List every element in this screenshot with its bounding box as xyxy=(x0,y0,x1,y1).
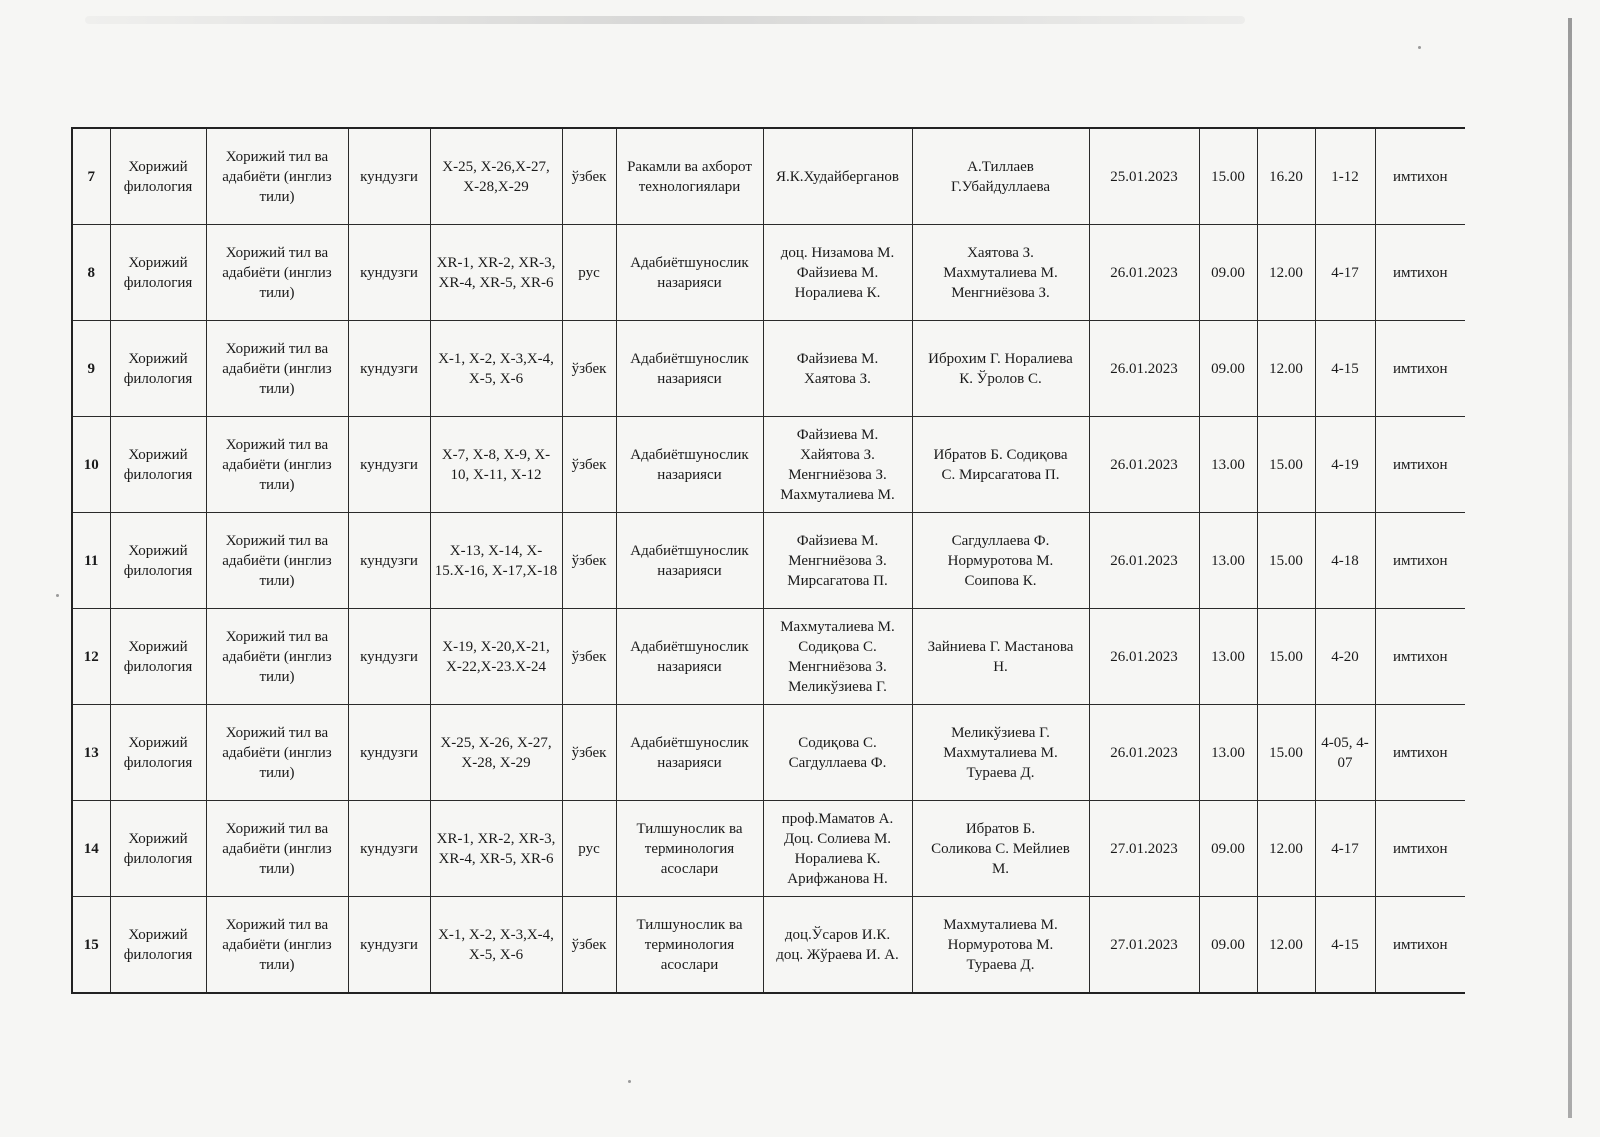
language-cell: ўзбек xyxy=(562,321,616,417)
end-time-cell: 15.00 xyxy=(1257,513,1315,609)
start-time-cell: 15.00 xyxy=(1199,128,1257,225)
start-time-cell: 13.00 xyxy=(1199,417,1257,513)
cell-line: проф.Маматов А. xyxy=(781,810,894,827)
exam-date-cell: 26.01.2023 xyxy=(1089,321,1199,417)
specialty-cell: Хорижий тил ва адабиёти (инглиз тили) xyxy=(206,897,348,994)
faculty-cell: Хорижий филология xyxy=(110,513,206,609)
faculty-cell: Хорижий филология xyxy=(110,128,206,225)
examiners-cell xyxy=(763,609,912,705)
faculty-cell: Хорижий филология xyxy=(110,225,206,321)
table-row xyxy=(72,609,1465,705)
scan-artifact-top xyxy=(85,16,1245,24)
exam-date-cell: 27.01.2023 xyxy=(1089,801,1199,897)
cell-line: Сагдуллаева Ф. xyxy=(788,754,887,771)
subject-cell: Адабиётшунослик назарияси xyxy=(616,417,763,513)
cell-line: Нормуротова М. xyxy=(947,936,1054,953)
scan-speck xyxy=(56,594,59,597)
start-time-cell: 09.00 xyxy=(1199,801,1257,897)
end-time-cell: 12.00 xyxy=(1257,321,1315,417)
room-cell: 4-05, 4-07 xyxy=(1315,705,1375,801)
exam-type-cell: имтихон xyxy=(1375,513,1465,609)
language-cell: ўзбек xyxy=(562,705,616,801)
room-cell: 4-19 xyxy=(1315,417,1375,513)
faculty-cell: Хорижий филология xyxy=(110,705,206,801)
language-cell: ўзбек xyxy=(562,897,616,994)
cell-line: Ибратов Б. Содиқова xyxy=(933,446,1068,463)
end-time-cell: 12.00 xyxy=(1257,225,1315,321)
assistants-cell xyxy=(912,513,1089,609)
room-cell: 4-15 xyxy=(1315,321,1375,417)
specialty-cell: Хорижий тил ва адабиёти (инглиз тили) xyxy=(206,128,348,225)
examiners-cell xyxy=(763,321,912,417)
cell-line: Тураева Д. xyxy=(966,956,1035,973)
end-time-cell: 15.00 xyxy=(1257,417,1315,513)
study-form-cell: кундузги xyxy=(348,417,430,513)
exam-type-cell: имтихон xyxy=(1375,705,1465,801)
table-row xyxy=(72,321,1465,417)
cell-line: Махмуталиева М. xyxy=(943,264,1058,281)
cell-line: Меликўзиева Г. xyxy=(951,724,1050,741)
row-number-cell: 7 xyxy=(72,128,110,225)
assistants-cell xyxy=(912,801,1089,897)
groups-cell: X-1, X-2, X-3,X-4, X-5, X-6 xyxy=(430,321,562,417)
faculty-cell: Хорижий филология xyxy=(110,801,206,897)
subject-cell: Адабиётшунослик назарияси xyxy=(616,705,763,801)
row-number-cell: 15 xyxy=(72,897,110,994)
study-form-cell: кундузги xyxy=(348,128,430,225)
subject-cell: Тилшунослик ва терминология асослари xyxy=(616,801,763,897)
study-form-cell: кундузги xyxy=(348,801,430,897)
start-time-cell: 13.00 xyxy=(1199,609,1257,705)
exam-type-cell: имтихон xyxy=(1375,128,1465,225)
language-cell: ўзбек xyxy=(562,128,616,225)
cell-line: Махмуталиева М. xyxy=(780,486,895,503)
specialty-cell: Хорижий тил ва адабиёти (инглиз тили) xyxy=(206,321,348,417)
groups-cell: X-19, X-20,X-21, X-22,X-23.X-24 xyxy=(430,609,562,705)
specialty-cell: Хорижий тил ва адабиёти (инглиз тили) xyxy=(206,801,348,897)
exam-type-cell: имтихон xyxy=(1375,417,1465,513)
subject-cell: Ракамли ва ахборот технологиялари xyxy=(616,128,763,225)
exam-date-cell: 26.01.2023 xyxy=(1089,417,1199,513)
study-form-cell: кундузги xyxy=(348,609,430,705)
language-cell: рус xyxy=(562,801,616,897)
start-time-cell: 09.00 xyxy=(1199,225,1257,321)
assistants-cell xyxy=(912,705,1089,801)
exam-date-cell: 26.01.2023 xyxy=(1089,705,1199,801)
cell-line: Я.К.Худайберганов xyxy=(776,168,899,185)
row-number-cell: 11 xyxy=(72,513,110,609)
cell-line: Мирсагатова П. xyxy=(787,572,888,589)
cell-line: М. xyxy=(991,860,1010,877)
faculty-cell: Хорижий филология xyxy=(110,417,206,513)
exam-type-cell: имтихон xyxy=(1375,609,1465,705)
assistants-cell xyxy=(912,897,1089,994)
language-cell: ўзбек xyxy=(562,609,616,705)
scan-artifact-right-edge xyxy=(1568,18,1572,1118)
table-row xyxy=(72,128,1465,225)
exam-schedule-table xyxy=(71,127,1465,994)
language-cell: рус xyxy=(562,225,616,321)
row-number-cell: 8 xyxy=(72,225,110,321)
cell-line: Нормуротова М. xyxy=(947,552,1054,569)
end-time-cell: 12.00 xyxy=(1257,897,1315,994)
faculty-cell: Хорижий филология xyxy=(110,321,206,417)
cell-line: Иброхим Г. Норалиева xyxy=(928,350,1073,367)
cell-line: Махмуталиева М. xyxy=(943,916,1058,933)
cell-line: Хаятова З. xyxy=(804,370,871,387)
study-form-cell: кундузги xyxy=(348,897,430,994)
specialty-cell: Хорижий тил ва адабиёти (инглиз тили) xyxy=(206,705,348,801)
start-time-cell: 09.00 xyxy=(1199,321,1257,417)
row-number-cell: 9 xyxy=(72,321,110,417)
specialty-cell: Хорижий тил ва адабиёти (инглиз тили) xyxy=(206,225,348,321)
cell-line: Хайятова З. xyxy=(800,446,875,463)
end-time-cell: 12.00 xyxy=(1257,801,1315,897)
row-number-cell: 14 xyxy=(72,801,110,897)
study-form-cell: кундузги xyxy=(348,225,430,321)
cell-line: Файзиева М. xyxy=(796,532,879,549)
row-number-cell: 10 xyxy=(72,417,110,513)
start-time-cell: 13.00 xyxy=(1199,705,1257,801)
cell-line: Н. xyxy=(993,658,1008,675)
cell-line: Хаятова З. xyxy=(967,244,1034,261)
cell-line: Норалиева К. xyxy=(794,850,881,867)
assistants-cell xyxy=(912,128,1089,225)
examiners-cell xyxy=(763,801,912,897)
cell-line: Менгниёзова З. xyxy=(788,466,887,483)
room-cell: 1-12 xyxy=(1315,128,1375,225)
start-time-cell: 09.00 xyxy=(1199,897,1257,994)
cell-line: Махмуталиева М. xyxy=(943,744,1058,761)
table-row xyxy=(72,801,1465,897)
cell-line: Тураева Д. xyxy=(966,764,1035,781)
cell-line: Соликова С. Мейлиев xyxy=(931,840,1070,857)
groups-cell: X-25, X-26, X-27, X-28, X-29 xyxy=(430,705,562,801)
assistants-cell xyxy=(912,417,1089,513)
exam-type-cell: имтихон xyxy=(1375,321,1465,417)
groups-cell: X-1, X-2, X-3,X-4, X-5, X-6 xyxy=(430,897,562,994)
cell-line: Соипова К. xyxy=(964,572,1037,589)
exam-type-cell: имтихон xyxy=(1375,897,1465,994)
language-cell: ўзбек xyxy=(562,417,616,513)
cell-line: К. Ўролов С. xyxy=(959,370,1042,387)
cell-line: Зайниева Г. Мастанова xyxy=(927,638,1074,655)
exam-date-cell: 26.01.2023 xyxy=(1089,225,1199,321)
cell-line: Махмуталиева М. xyxy=(780,618,895,635)
exam-type-cell: имтихон xyxy=(1375,225,1465,321)
subject-cell: Адабиётшунослик назарияси xyxy=(616,609,763,705)
subject-cell: Адабиётшунослик назарияси xyxy=(616,513,763,609)
examiners-cell xyxy=(763,897,912,994)
exam-date-cell: 26.01.2023 xyxy=(1089,513,1199,609)
scan-speck xyxy=(1418,46,1421,49)
assistants-cell xyxy=(912,225,1089,321)
cell-line: Менгниёзова З. xyxy=(788,552,887,569)
cell-line: Ибратов Б. xyxy=(965,820,1036,837)
cell-line: А.Тиллаев xyxy=(967,158,1034,175)
room-cell: 4-15 xyxy=(1315,897,1375,994)
groups-cell: X-25, X-26,X-27, X-28,X-29 xyxy=(430,128,562,225)
specialty-cell: Хорижий тил ва адабиёти (инглиз тили) xyxy=(206,417,348,513)
specialty-cell: Хорижий тил ва адабиёти (инглиз тили) xyxy=(206,513,348,609)
table-row xyxy=(72,225,1465,321)
scan-speck xyxy=(628,1080,631,1083)
cell-line: Менгниёзова З. xyxy=(788,658,887,675)
table-row xyxy=(72,417,1465,513)
exam-date-cell: 25.01.2023 xyxy=(1089,128,1199,225)
end-time-cell: 15.00 xyxy=(1257,609,1315,705)
room-cell: 4-17 xyxy=(1315,225,1375,321)
examiners-cell xyxy=(763,705,912,801)
cell-line: доц.Ўсаров И.К. xyxy=(784,926,891,943)
subject-cell: Адабиётшунослик назарияси xyxy=(616,321,763,417)
room-cell: 4-17 xyxy=(1315,801,1375,897)
end-time-cell: 16.20 xyxy=(1257,128,1315,225)
exam-date-cell: 27.01.2023 xyxy=(1089,897,1199,994)
exam-schedule-body xyxy=(72,128,1465,993)
assistants-cell xyxy=(912,609,1089,705)
cell-line: Файзиева М. xyxy=(796,426,879,443)
cell-line: Менгниёзова З. xyxy=(951,284,1050,301)
cell-line: Г.Убайдуллаева xyxy=(950,178,1051,195)
examiners-cell xyxy=(763,417,912,513)
table-row xyxy=(72,513,1465,609)
language-cell: ўзбек xyxy=(562,513,616,609)
exam-type-cell: имтихон xyxy=(1375,801,1465,897)
cell-line: Меликўзиева Г. xyxy=(788,678,887,695)
groups-cell: XR-1, XR-2, XR-3, XR-4, XR-5, XR-6 xyxy=(430,801,562,897)
study-form-cell: кундузги xyxy=(348,705,430,801)
room-cell: 4-20 xyxy=(1315,609,1375,705)
cell-line: Содиқова С. xyxy=(798,638,877,655)
cell-line: Сагдуллаева Ф. xyxy=(951,532,1050,549)
row-number-cell: 12 xyxy=(72,609,110,705)
start-time-cell: 13.00 xyxy=(1199,513,1257,609)
cell-line: Доц. Солиева М. xyxy=(783,830,892,847)
cell-line: С. Мирсагатова П. xyxy=(941,466,1060,483)
table-row xyxy=(72,897,1465,994)
subject-cell: Тилшунослик ва терминология асослари xyxy=(616,897,763,994)
assistants-cell xyxy=(912,321,1089,417)
examiners-cell xyxy=(763,128,912,225)
cell-line: Файзиева М. xyxy=(796,264,879,281)
row-number-cell: 13 xyxy=(72,705,110,801)
cell-line: доц. Низамова М. xyxy=(780,244,895,261)
specialty-cell: Хорижий тил ва адабиёти (инглиз тили) xyxy=(206,609,348,705)
examiners-cell xyxy=(763,513,912,609)
cell-line: Файзиева М. xyxy=(796,350,879,367)
examiners-cell xyxy=(763,225,912,321)
table-row xyxy=(72,705,1465,801)
room-cell: 4-18 xyxy=(1315,513,1375,609)
groups-cell: X-7, X-8, X-9, X-10, X-11, X-12 xyxy=(430,417,562,513)
study-form-cell: кундузги xyxy=(348,321,430,417)
faculty-cell: Хорижий филология xyxy=(110,609,206,705)
cell-line: Норалиева К. xyxy=(794,284,881,301)
groups-cell: XR-1, XR-2, XR-3, XR-4, XR-5, XR-6 xyxy=(430,225,562,321)
cell-line: Содиқова С. xyxy=(798,734,877,751)
cell-line: Арифжанова Н. xyxy=(787,870,888,887)
end-time-cell: 15.00 xyxy=(1257,705,1315,801)
faculty-cell: Хорижий филология xyxy=(110,897,206,994)
subject-cell: Адабиётшунослик назарияси xyxy=(616,225,763,321)
groups-cell: X-13, X-14, X-15.X-16, X-17,X-18 xyxy=(430,513,562,609)
cell-line: доц. Жўраева И. А. xyxy=(776,946,899,963)
exam-date-cell: 26.01.2023 xyxy=(1089,609,1199,705)
study-form-cell: кундузги xyxy=(348,513,430,609)
